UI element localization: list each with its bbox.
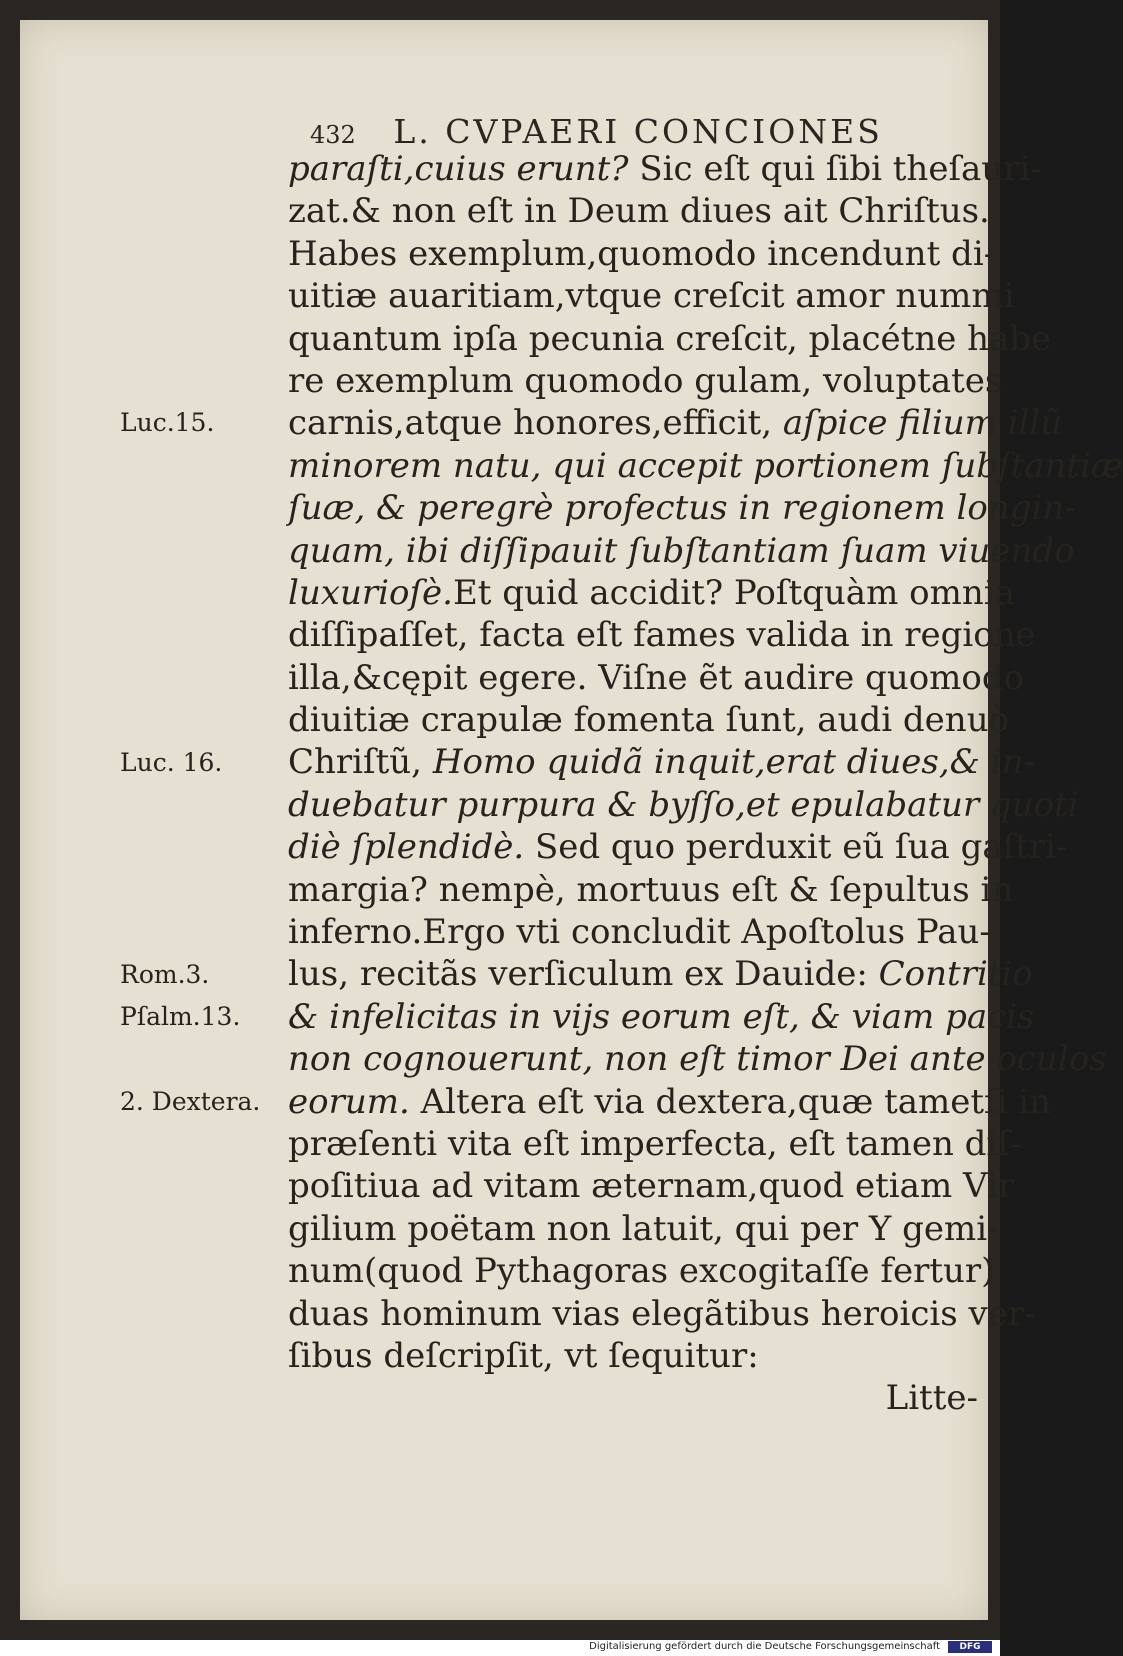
margin-note: Luc.15. bbox=[120, 408, 215, 438]
italic-span: non cognouerunt, non eſt timor Dei ante oculos bbox=[288, 1039, 1107, 1080]
footer-credit: Digitalisierung gefördert durch die Deutsche Forschungsgemeinschaft bbox=[589, 1641, 940, 1652]
text-line bbox=[288, 741, 1035, 783]
text-line bbox=[288, 1123, 1022, 1165]
text-line bbox=[288, 445, 1123, 487]
roman-span: præſenti vita eſt imperfecta, eſt tamen diſ- bbox=[288, 1123, 1022, 1164]
dfg-logo: DFG bbox=[948, 1641, 992, 1653]
italic-span: & infelicitas in vijs eorum eſt, & viam pacis bbox=[288, 996, 1035, 1037]
roman-span: diſſipaſſet, facta eſt fames valida in regione bbox=[288, 615, 1036, 656]
italic-span: Contritio bbox=[878, 954, 1033, 995]
roman-span: Chriſtũ, bbox=[288, 742, 433, 783]
text-line bbox=[288, 318, 1052, 360]
roman-span: num(quod Pythagoras excogitaſſe fertur) bbox=[288, 1251, 995, 1292]
roman-span: illa,&cępit egere. Viſne ẽt audire quomodo bbox=[288, 657, 1025, 698]
running-title: L. CVPAERI CONCIONES bbox=[393, 112, 883, 151]
roman-span: lus, recitãs verſiculum ex Dauide: bbox=[288, 954, 879, 995]
body-text bbox=[288, 148, 1123, 1420]
text-line bbox=[288, 911, 991, 953]
text-line bbox=[288, 1250, 995, 1292]
text-line bbox=[288, 1038, 1107, 1080]
text-line bbox=[288, 1335, 988, 1377]
roman-span: uitiæ auaritiam,vtque creſcit amor nummi bbox=[288, 276, 1015, 317]
italic-span: quam, ibi diſſipauit ſubſtantiam ſuam viuendo bbox=[288, 530, 1075, 571]
text-line bbox=[288, 275, 1015, 317]
italic-span: duebatur purpura & byſſo,et epulabatur quoti bbox=[288, 784, 1079, 825]
roman-span: Et quid accidit? Poſtquàm omnia bbox=[452, 572, 1015, 613]
text-line bbox=[288, 953, 1033, 995]
roman-span: margia? nempè, mortuus eſt & ſepultus in bbox=[288, 869, 1014, 910]
roman-span: quantum ipſa pecunia creſcit, placétne habe bbox=[288, 318, 1052, 359]
text-line bbox=[288, 190, 988, 232]
text-line bbox=[288, 1293, 1036, 1335]
text-line bbox=[288, 657, 1025, 699]
margin-notes bbox=[120, 20, 290, 1620]
catchword: Litte- bbox=[885, 1378, 978, 1419]
italic-span: paraſti,cuius erunt? bbox=[288, 149, 629, 189]
text-line bbox=[288, 869, 1014, 911]
roman-span: carnis,atque honores,efficit, bbox=[288, 403, 783, 444]
italic-span: luxurioſè. bbox=[288, 572, 453, 613]
text-line bbox=[288, 233, 996, 275]
italic-span: aſpice filium illũ bbox=[782, 403, 1063, 444]
roman-span: inferno.Ergo vti concludit Apoſtolus Pau- bbox=[288, 912, 991, 953]
roman-span: re exemplum quomodo gulam, voluptates bbox=[288, 360, 1003, 401]
italic-span: diè ſplendidè. bbox=[288, 827, 525, 868]
text-line bbox=[288, 699, 1010, 741]
roman-span: gilium poëtam non latuit, qui per Y gemi- bbox=[288, 1208, 999, 1249]
text-line bbox=[288, 614, 1036, 656]
running-header bbox=[310, 112, 930, 151]
roman-span: duas hominum vias elegãtibus heroicis ver- bbox=[288, 1293, 1036, 1334]
roman-span: Habes exemplum,quomodo incendunt di- bbox=[288, 233, 996, 274]
roman-span: Sed quo perduxit eũ ſua gaſtri- bbox=[524, 827, 1068, 868]
roman-span: poſitiua ad vitam æternam,quod etiam Vir bbox=[288, 1166, 1015, 1207]
text-line bbox=[288, 1208, 999, 1250]
italic-span: minorem natu, qui accepit portionem ſubſtantiæ bbox=[288, 445, 1123, 486]
roman-span: Altera eſt via dextera,quæ tametſi in bbox=[409, 1081, 1052, 1122]
text-line bbox=[288, 402, 1063, 444]
margin-note: 2. Dextera. bbox=[120, 1086, 261, 1116]
text-line bbox=[288, 826, 1068, 868]
text-line bbox=[288, 487, 1076, 529]
text-line bbox=[288, 784, 1079, 826]
text-line bbox=[288, 360, 1003, 402]
margin-note: Luc. 16. bbox=[120, 747, 223, 777]
text-line bbox=[288, 148, 1042, 190]
text-line bbox=[288, 1081, 1052, 1123]
text-line bbox=[288, 572, 1015, 614]
italic-span: eorum. bbox=[288, 1081, 410, 1122]
margin-note: Pſalm.13. bbox=[120, 1002, 241, 1031]
roman-span: zat.& non eſt in Deum diues ait Chriſtus. bbox=[288, 191, 990, 232]
text-line bbox=[288, 530, 1075, 572]
text-line bbox=[288, 1165, 1015, 1207]
roman-span: diuitiæ crapulæ fomenta ſunt, audi denuò bbox=[288, 700, 1010, 741]
text-line bbox=[288, 996, 1035, 1038]
page-number: 432 bbox=[310, 121, 356, 149]
book-page bbox=[20, 20, 1123, 1620]
footer-bar bbox=[0, 1640, 1000, 1656]
roman-span: ſibus deſcripſit, vt ſequitur: bbox=[288, 1335, 759, 1376]
italic-span: Homo quidã inquit,erat diues,& in- bbox=[432, 742, 1035, 783]
italic-span: ſuæ, & peregrè profectus in regionem longin- bbox=[288, 488, 1076, 529]
roman-span: Sic eſt qui ſibi theſauri- bbox=[628, 149, 1042, 189]
margin-note: Rom.3. bbox=[120, 959, 210, 989]
